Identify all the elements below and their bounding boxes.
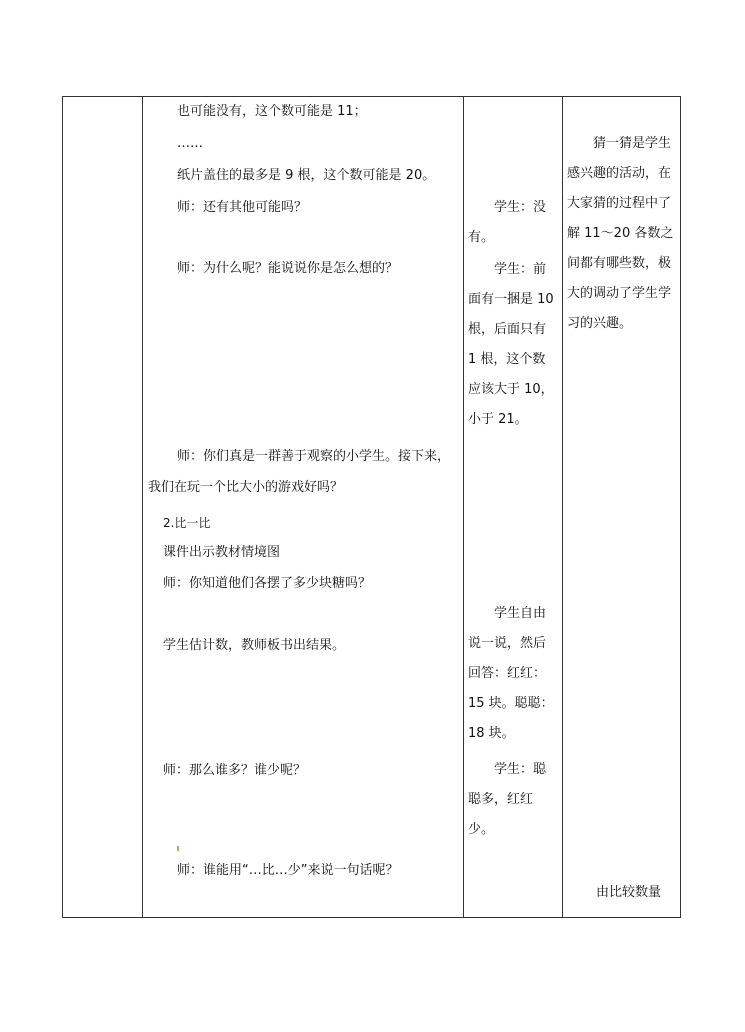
column-divider bbox=[562, 96, 563, 918]
process-line: 我们在玩一个比大小的游戏好吗？ bbox=[148, 480, 344, 495]
process-line: 师：为什么呢？能说说你是怎么想的？ bbox=[177, 261, 399, 276]
process-line: 师：谁能用“…比…少”来说一句话呢？ bbox=[177, 863, 399, 878]
process-line: 学生估计数，教师板书出结果。 bbox=[163, 638, 346, 653]
process-line: 师：还有其他可能吗？ bbox=[177, 200, 308, 215]
student-response: 学生：聪聪多，红红少。 bbox=[468, 762, 547, 837]
process-line: 课件出示教材情境图 bbox=[163, 545, 281, 560]
student-response: 学生自由说一说，然后回答：红红：15 块。聪聪：18 块。 bbox=[468, 606, 554, 741]
process-line: 师：那么谁多？谁少呢？ bbox=[163, 763, 307, 778]
student-response: 学生：前面有一捆是 10 根，后面只有 1 根，这个数应该大于 10，小于 21。 bbox=[468, 262, 554, 427]
design-intent: 由比较数量 bbox=[596, 885, 662, 900]
process-line: …… bbox=[177, 136, 203, 151]
student-response: 学生：没有。 bbox=[468, 200, 547, 245]
section-heading: 2.比一比 bbox=[163, 516, 211, 530]
stray-mark bbox=[177, 846, 179, 851]
process-line: 师：你知道他们各摆了多少块糖吗？ bbox=[163, 576, 372, 591]
column-divider bbox=[463, 96, 464, 918]
process-line: 师：你们真是一群善于观察的小学生。接下来， bbox=[177, 449, 451, 464]
process-line: 也可能没有，这个数可能是 11； bbox=[177, 104, 367, 119]
process-line: 纸片盖住的最多是 9 根，这个数可能是 20。 bbox=[177, 168, 436, 183]
design-intent: 猜一猜是学生感兴趣的活动，在大家猜的过程中了解 11～20 各数之间都有哪些数，极大的调动了学生学习的兴趣。 bbox=[567, 136, 674, 331]
column-divider bbox=[142, 96, 143, 918]
